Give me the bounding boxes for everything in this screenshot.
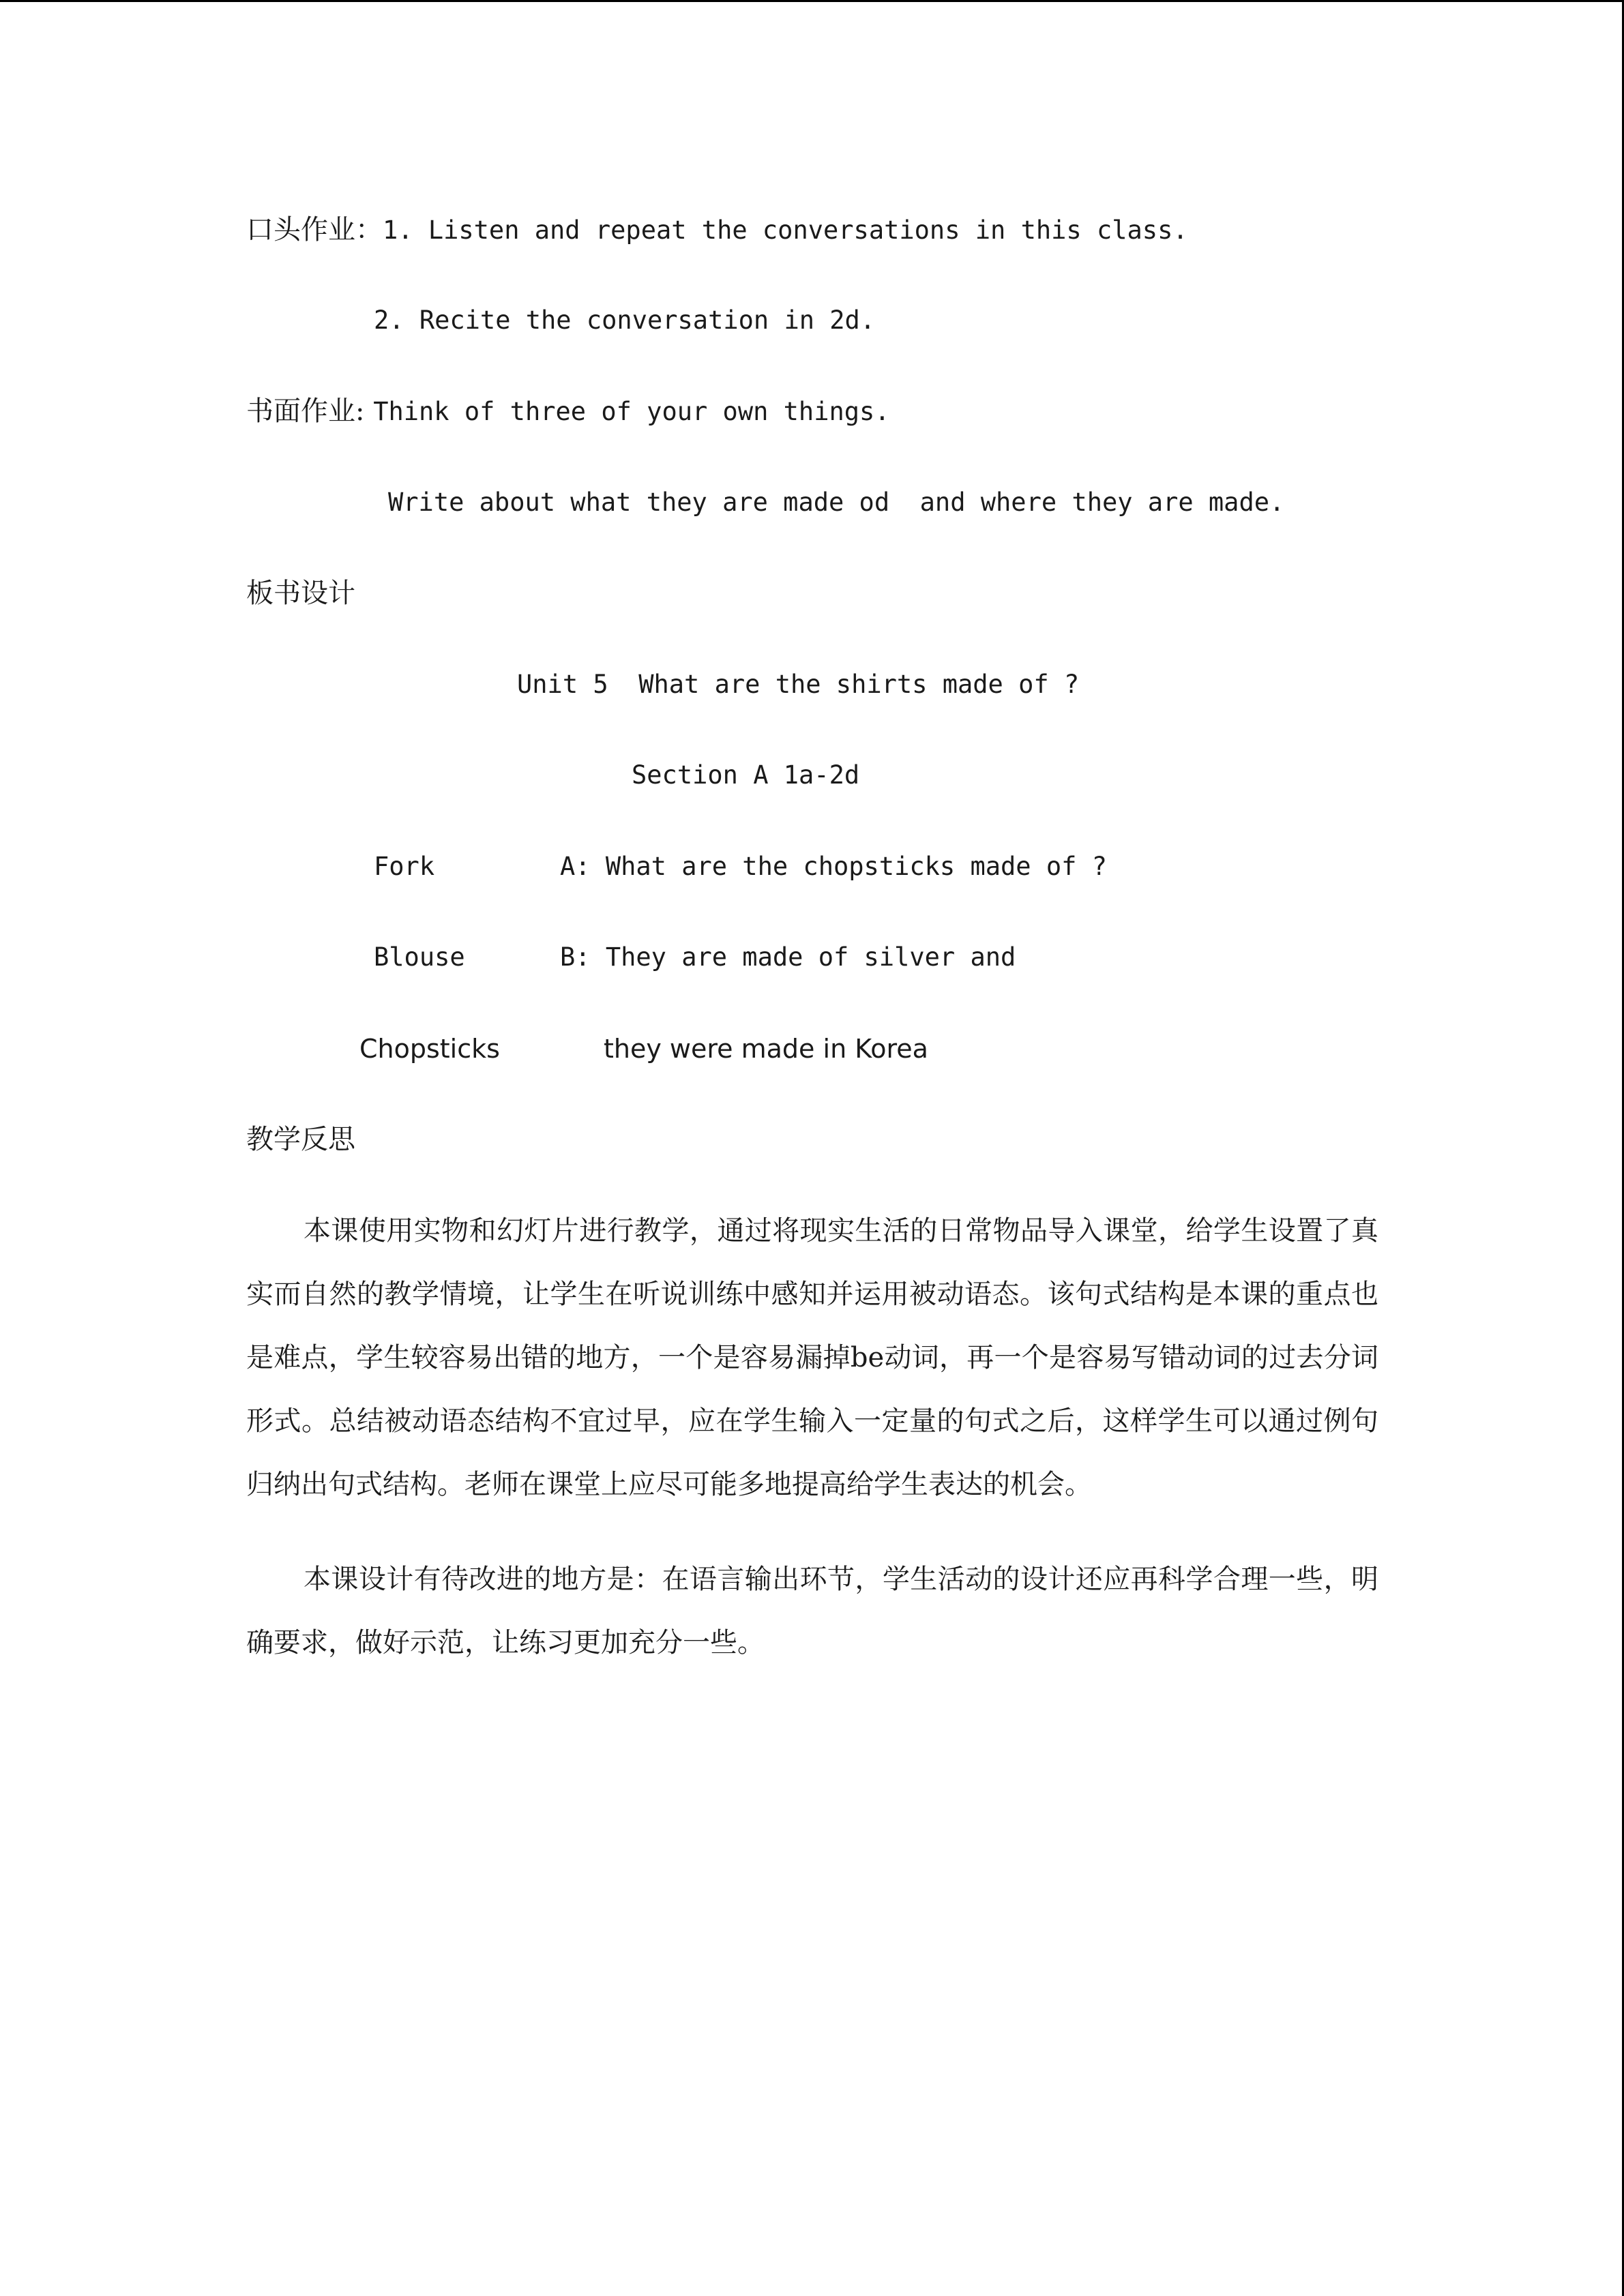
oral-homework-item-2: 2. Recite the conversation in 2d. [374,305,876,335]
reflection-paragraph-2: 本课设计有待改进的地方是：在语言输出环节，学生活动的设计还应再科学合理一些，明确要求，做好示范，让练习更加充分一些。 [246,1564,1378,1658]
board-word-blouse: Blouse [374,942,465,972]
board-word-chopsticks: Chopsticks [359,1034,500,1064]
board-subtitle: Section A 1a-2d [632,760,860,790]
written-homework-label: 书面作业: [246,396,374,427]
oral-homework-line [246,213,1188,248]
written-homework-line [246,394,890,429]
board-design-heading: 板书设计 [246,578,355,609]
board-title: Unit 5 What are the shirts made of ? [517,670,1080,699]
reflection-heading: 教学反思 [246,1124,355,1155]
written-homework-item-1: Think of three of your own things. [373,397,890,426]
board-dialogue-b: B: They are made of silver and [560,942,1016,972]
board-dialogue-a: A: What are the chopsticks made of ? [560,852,1107,881]
reflection-paragraph-1: 本课使用实物和幻灯片进行教学，通过将现实生活的日常物品导入课堂，给学生设置了真实而自然的教学情境，让学生在听说训练中感知并运用被动语态。该句式结构是本课的重点也是难点，学生较容易出错的地方，一个是容易漏掉be动词，再一个是容易写错动词的过去分词形式。总结被动语态结构不宜过早，应在学生输入一定量的句式之后，这样学生可以通过例句归纳出句式结构。老师在课堂上应尽可能多地提高给学生表达的机会。 [246,1215,1378,1500]
oral-homework-item-1: 1. Listen and repeat the conversations in this class. [383,215,1188,245]
board-word-fork: Fork [374,852,435,881]
board-dialogue-c: they were made in Korea [604,1034,928,1064]
page-top-border [0,0,1624,2]
written-homework-item-2: Write about what they are made od and where they are made. [388,488,1285,517]
oral-homework-label: 口头作业： [246,214,383,245]
